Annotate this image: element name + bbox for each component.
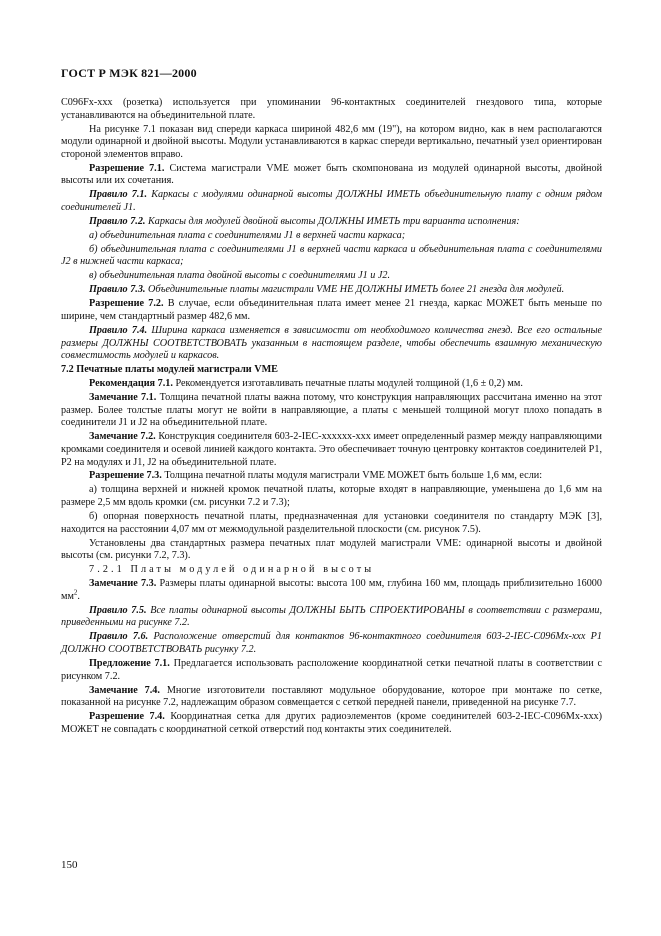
clause-lead: Правило 7.4. [89,325,148,336]
paragraph: На рисунке 7.1 показан вид спереди каркаса шириной 482,6 мм (19"), на котором видно, как в нем располагаются модули одинарной и двойной высоты. Модули устанавливаются в каркас спереди вертикально, печатный узел ориентирован стороной элементов вправо. [61,123,602,160]
clause-lead: Правило 7.6. [89,631,149,643]
list-item: в) объединительная плата двойной высоты с соединителями J1 и J2. [89,270,391,282]
clause-text: Ширина каркаса изменяется в зависимости от необходимого количества гнезд. Все его остальные размеры ДОЛЖНЫ СООТВЕТСТВОВАТЬ указанным в настоящем разделе, чтобы обеспечить взаимную механическую совместимость модулей и каркасов. [61,325,603,362]
rule-7-5 [61,605,602,630]
proposal-7-1 [61,658,602,683]
clause-text: Толщина печатной платы модуля магистрали VME МОЖЕТ быть больше 1,6 мм, если: [164,470,543,482]
clause-lead: Разрешение 7.4. [89,711,165,723]
page-body [61,97,602,738]
clause-lead: Замечание 7.1. [89,392,157,404]
superscript: 2 [73,588,78,597]
permission-7-2 [61,298,602,323]
note-7-3 [61,578,602,603]
recommendation-7-1 [61,378,602,391]
clause-lead: Правило 7.3. [89,284,146,296]
subsection-title: 7.2.1 Платы модулей одинарной высоты [89,564,375,576]
list-item: а) объединительная плата с соединителями J1 в верхней части каркаса; [89,229,406,241]
clause-text: Рекомендуется изготавливать печатные платы модулей толщиной (1,6 ± 0,2) мм. [175,378,523,390]
clause-lead: Разрешение 7.3. [89,470,162,482]
note-7-1 [61,392,602,430]
clause-text: Предлагается использовать расположение координатной сетки печатной платы в соответствии с рисунком 7.2. [61,657,602,682]
rule-7-1 [61,189,602,214]
clause-lead: Замечание 7.2. [89,431,156,443]
rule-7-4 [61,325,602,363]
clause-lead: Разрешение 7.2. [89,298,164,310]
paragraph: C096Fx-xxx (розетка) используется при упоминании 96-контактных соединителей гнездового типа, которые устанавливаются на объединительной плате. [61,97,602,121]
list-item: а) толщина верхней и нижней кромок печатной платы, которые входят в направляющие, уменьшена до 1,6 мм на размере 2,5 мм вдоль кромки (см. рисунки 7.2 и 7.3); [61,484,602,509]
clause-text: Каркасы для модулей двойной высоты ДОЛЖНЫ ИМЕТЬ три варианта исполнения: [148,215,520,227]
clause-text: В случае, если объединительная плата имеет менее 21 гнезда, каркас МОЖЕТ быть меньше по ширине, чем стандартный размер 482,6 мм. [61,298,602,323]
clause-lead: Рекомендация 7.1. [89,378,173,390]
clause-text: Объединительные платы магистрали VME НЕ ДОЛЖНЫ ИМЕТЬ более 21 гнезда для модулей. [148,284,565,296]
clause-lead: Правило 7.5. [89,604,147,616]
note-7-2 [61,431,602,469]
clause-text: Многие изготовители поставляют модульное оборудование, которое при монтаже по сетке, показанной на рисунке 7.2, надлежащим образом совмещается с сеткой передней панели, приведенной на рисунке 7.7. [61,684,603,709]
clause-lead: Замечание 7.4. [89,684,160,696]
clause-text: Все платы одинарной высоты ДОЛЖНЫ БЫТЬ СПРОЕКТИРОВАНЫ в соответствии с размерами, приведенными на рисунке 7.2. [61,604,603,629]
permission-7-4 [61,711,602,736]
clause-lead: Правило 7.1. [89,189,148,201]
clause-lead: Предложение 7.1. [89,657,170,669]
list-item: б) объединительная плата с соединителями J1 в верхней части каркаса и объединительная плата с соединителями J2 в нижней части каркаса; [61,243,602,268]
clause-text: Конструкция соединителя 603-2-IEC-xxxxxx-xxx имеет определенный размер между направляющими кромками соединителя и осевой линией каждого контакта. Это обеспечивает точную центровку контактов соединителей Р1, Р2 на модулях и J1, J2 на объединительной плате. [61,431,602,468]
rule-7-3 [61,284,602,297]
clause-text: Расположение отверстий для контактов 96-контактного соединителя 603-2-IEC-C096Mx-xxx Р1 ДОЛЖНО СООТВЕТСТВОВАТЬ рисунку 7.2. [61,631,602,655]
clause-tail: . [77,590,80,602]
section-title: 7.2 Печатные платы модулей магистрали VME [61,364,278,376]
clause-text: Размеры платы одинарной высоты: высота 100 мм, глубина 160 мм, площадь приблизительно 16000 мм [61,578,602,602]
clause-lead: Правило 7.2. [89,215,146,227]
rule-7-2 [61,216,602,229]
permission-7-3 [61,470,602,483]
rule-7-6 [61,631,602,656]
page-header: ГОСТ Р МЭК 821—2000 [61,66,197,80]
permission-7-1 [61,163,602,188]
clause-text: Толщина печатной платы важна потому, что конструкция направляющих рассчитана именно на этот размер. Более толстые платы могут не войти в направляющие, а платы с меньшей толщиной могут плохо попадать в соединители J1 и J2 на объединительной плате. [61,392,603,429]
note-7-4 [61,685,602,710]
paragraph: Установлены два стандартных размера печатных плат модулей магистрали VME: одинарной высоты и двойной высоты (см. рисунки 7.2, 7.3). [61,537,602,562]
clause-lead: Разрешение 7.1. [89,162,165,174]
clause-text: Координатная сетка для других радиоэлементов (кроме соединителей 603-2-IEC-C096Mx-xxx) МОЖЕТ не совпадать с координатной сеткой отверстий под контакты этих соединителей. [61,711,603,735]
list-item: б) опорная поверхность печатной платы, предназначенная для установки соединителя по стандарту МЭК [3], находится на расстоянии 4,07 мм от межмодульной разделительной плоскости (см. рисунок 7.5). [61,511,602,535]
page-number: 150 [61,859,78,871]
clause-lead: Замечание 7.3. [89,578,157,590]
clause-text: Каркасы с модулями одинарной высоты ДОЛЖНЫ ИМЕТЬ объединительную плату с одним рядом соединителей J1. [61,189,603,213]
clause-text: Система магистрали VME может быть скомпонована из модулей одинарной высоты, двойной высоты или их сочетания. [61,162,603,187]
